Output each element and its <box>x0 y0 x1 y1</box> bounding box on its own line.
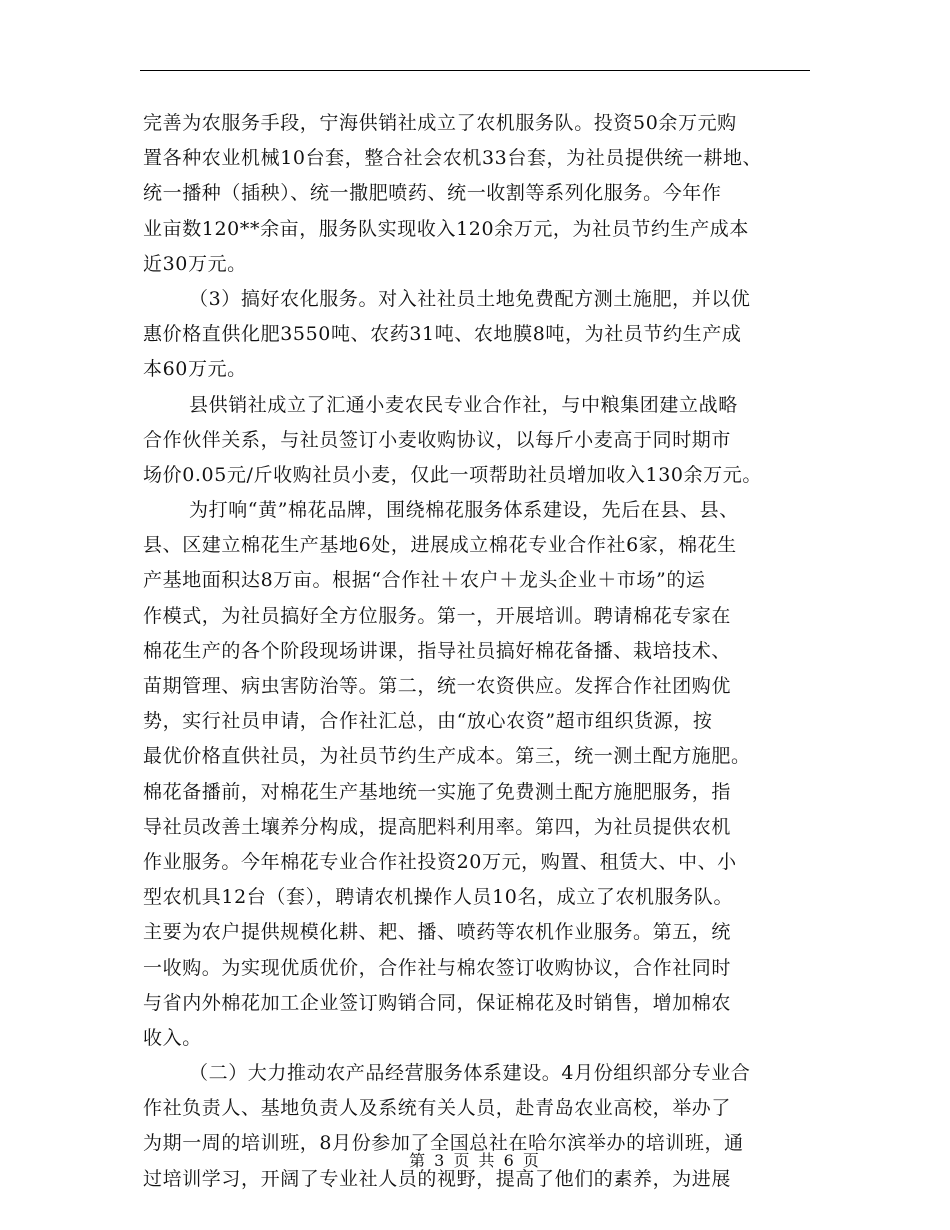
header-rule <box>140 70 810 71</box>
text-line: 一收购。为实现优质优价，合作社与棉农签订收购协议，合作社同时 <box>143 956 732 979</box>
text-line: 导社员改善土壤养分构成，提高肥料利用率。第四，为社员提供农机 <box>143 815 732 838</box>
text-line: 苗期管理、病虫害防治等。第二，统一农资供应。发挥合作社团购优 <box>143 675 732 697</box>
text-line: 完善为农服务手段，宁海供销社成立了农机服务队。投资50余万元购 <box>143 112 737 134</box>
text-line: 过培训学习，开阔了专业社人员的视野，提高了他们的素养，为进展 <box>143 1167 732 1190</box>
text-line: 最优价格直供社员，为社员节约生产成本。第三，统一测土配方施肥。 <box>143 745 751 768</box>
text-line: 产基地面积达8万亩。根据“合作社＋农户＋龙头企业＋市场”的运 <box>143 569 706 592</box>
text-line: 县、区建立棉花生产基地6处，进展成立棉花专业合作社6家，棉花生 <box>143 534 737 557</box>
text-line: 场价0.05元/斤收购社员小麦，仅此一项帮助社员增加收入130余万元。 <box>143 463 762 486</box>
text-line: 合作伙伴关系，与社员签订小麦收购协议，以每斤小麦高于同时期市 <box>143 428 732 451</box>
page-footer: 第 3 页 共 6 页 <box>409 1151 541 1170</box>
text-line: 为打响“黄”棉花品牌，围绕棉花服务体系建设，先后在县、县、 <box>189 499 739 522</box>
text-line: 统一播种（插秧）、统一撒肥喷药、统一收割等系列化服务。今年作 <box>143 182 722 205</box>
text-line: 业亩数120**余亩，服务队实现收入120余万元，为社员节约生产成本 <box>143 217 749 240</box>
text-line: 收入。 <box>143 1026 202 1049</box>
text-line: 惠价格直供化肥3550吨、农药31吨、农地膜8吨，为社员节约生产成 <box>143 323 742 346</box>
text-line: 近30万元。 <box>143 252 247 275</box>
text-line: 棉花备播前，对棉花生产基地统一实施了免费测土配方施肥服务，指 <box>143 780 732 803</box>
text-line: 主要为农户提供规模化耕、耙、播、喷药等农机作业服务。第五，统 <box>143 921 732 944</box>
text-line: 型农机具12台（套），聘请农机操作人员10名，成立了农机服务队。 <box>143 886 734 909</box>
text-line: 作模式，为社员搞好全方位服务。第一，开展培训。聘请棉花专家在 <box>143 604 732 627</box>
text-line: 棉花生产的各个阶段现场讲课，指导社员搞好棉花备播、栽培技术、 <box>143 639 732 662</box>
text-line: （3）搞好农化服务。对入社社员土地免费配方测土施肥，并以优 <box>189 287 751 310</box>
text-line: 本60万元。 <box>143 358 247 381</box>
text-line: 作业服务。今年棉花专业合作社投资20万元，购置、租赁大、中、小 <box>143 850 737 873</box>
text-line: （二）大力推动农产品经营服务体系建设。4月份组织部分专业合 <box>189 1062 751 1085</box>
text-line: 势，实行社员申请，合作社汇总，由“放心农资”超市组织货源，按 <box>143 710 713 733</box>
document-body <box>143 106 813 1197</box>
text-line: 作社负责人、基地负责人及系统有关人员，赴青岛农业高校，举办了 <box>143 1097 732 1120</box>
text-line: 与省内外棉花加工企业签订购销合同，保证棉花及时销售，增加棉农 <box>143 991 732 1014</box>
text-line: 置各种农业机械10台套，整合社会农机33台套，为社员提供统一耕地、 <box>143 147 763 170</box>
text-line: 为期一周的培训班，8月份参加了全国总社在哈尔滨举办的培训班，通 <box>143 1132 744 1155</box>
text-line: 县供销社成立了汇通小麦农民专业合作社，与中粮集团建立战略 <box>189 393 738 416</box>
